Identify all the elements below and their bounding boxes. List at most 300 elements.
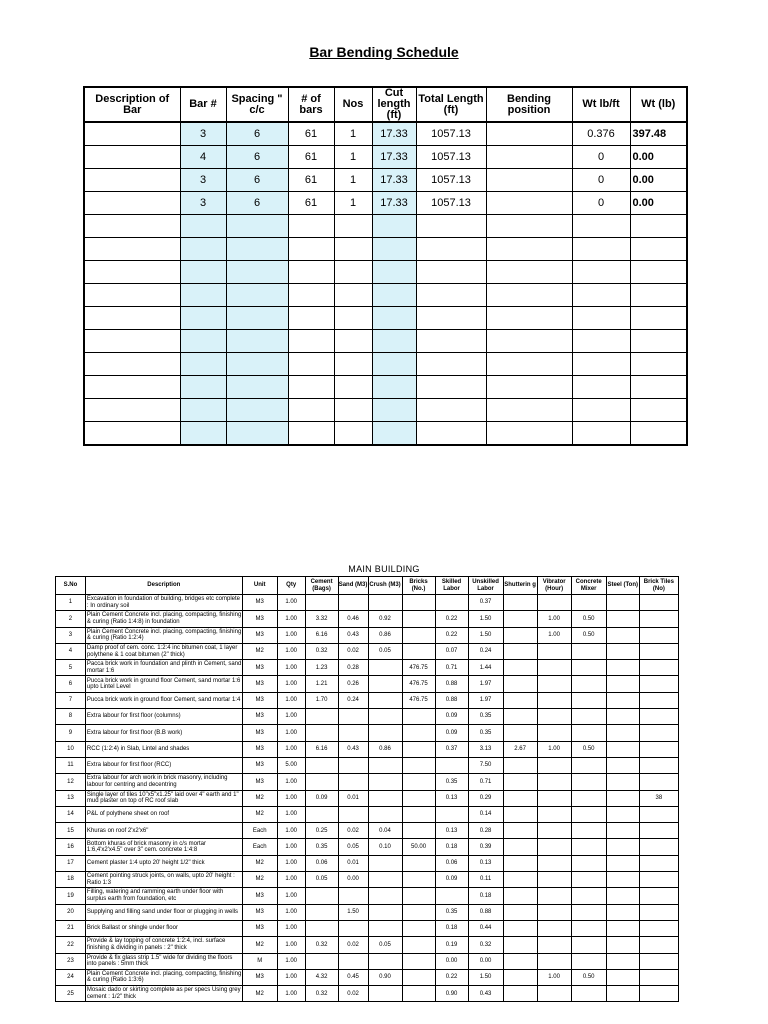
bbs-row xyxy=(84,284,687,307)
bbs-cell xyxy=(486,122,572,146)
bbs-cell xyxy=(334,307,372,330)
main-cell: 1.00 xyxy=(277,888,305,904)
main-cell: 7.50 xyxy=(468,757,503,773)
main-cell: 0.05 xyxy=(305,872,338,888)
main-cell xyxy=(606,839,639,855)
main-cell: 1.50 xyxy=(338,904,368,920)
bbs-cell xyxy=(486,215,572,238)
main-cell xyxy=(368,806,402,822)
main-cell: 1.00 xyxy=(277,660,305,676)
main-cell xyxy=(537,823,571,839)
main-row xyxy=(56,937,679,953)
main-cell: M3 xyxy=(242,969,277,985)
bbs-cell xyxy=(334,215,372,238)
main-cell xyxy=(571,757,606,773)
main-cell xyxy=(503,676,537,692)
main-cell xyxy=(338,806,368,822)
bbs-cell xyxy=(288,238,334,261)
main-cell xyxy=(503,709,537,725)
main-cell: 0.90 xyxy=(435,986,468,1002)
main-cell: 0.35 xyxy=(305,839,338,855)
bbs-cell: 61 xyxy=(288,146,334,169)
main-cell: 0.35 xyxy=(468,725,503,741)
main-cell: 4.32 xyxy=(305,969,338,985)
main-cell: 22 xyxy=(56,937,86,953)
main-cell: 0.07 xyxy=(435,643,468,659)
bbs-row xyxy=(84,376,687,399)
main-cell xyxy=(402,790,435,806)
main-header-cell: S.No xyxy=(56,577,86,595)
bbs-cell xyxy=(288,353,334,376)
main-cell xyxy=(435,595,468,611)
bbs-cell xyxy=(288,399,334,422)
bbs-cell xyxy=(486,307,572,330)
main-description-cell: RCC (1:2:4) in Slab, Lintel and shades xyxy=(85,741,242,757)
main-cell: 0.45 xyxy=(338,969,368,985)
main-cell: 0.71 xyxy=(468,774,503,790)
main-cell: 1.00 xyxy=(277,676,305,692)
bbs-cell xyxy=(288,330,334,353)
bbs-cell: 1 xyxy=(334,192,372,215)
main-cell: 0.05 xyxy=(368,937,402,953)
main-description-cell: Pacca brick work in foundation and plinth in Cement, sand mortar 1:6 xyxy=(85,660,242,676)
main-cell: 0.44 xyxy=(468,920,503,936)
main-cell: 10 xyxy=(56,741,86,757)
main-cell: 0.90 xyxy=(368,969,402,985)
bbs-cell xyxy=(630,353,687,376)
bbs-cell xyxy=(416,422,486,446)
main-cell: 16 xyxy=(56,839,86,855)
bbs-cell xyxy=(372,330,416,353)
main-cell xyxy=(537,953,571,969)
main-cell: 14 xyxy=(56,806,86,822)
main-cell: M3 xyxy=(242,725,277,741)
main-cell xyxy=(338,920,368,936)
main-cell xyxy=(571,937,606,953)
main-cell: 0.05 xyxy=(338,839,368,855)
bbs-cell: 3 xyxy=(180,169,226,192)
bbs-cell xyxy=(334,399,372,422)
main-cell: M2 xyxy=(242,986,277,1002)
bbs-cell xyxy=(288,261,334,284)
main-cell: 1.00 xyxy=(277,774,305,790)
main-cell: 1.00 xyxy=(277,790,305,806)
main-cell: 1.00 xyxy=(277,855,305,871)
bbs-title: Bar Bending Schedule xyxy=(309,44,459,60)
main-cell: 0.28 xyxy=(338,660,368,676)
main-description-cell: Provide & fix glass strip 1.5" wide for dividing the floors into panels : 5mm thick xyxy=(85,953,242,969)
main-cell: 476.75 xyxy=(402,692,435,708)
main-cell: 19 xyxy=(56,888,86,904)
main-cell xyxy=(571,676,606,692)
main-cell xyxy=(571,823,606,839)
bbs-cell xyxy=(630,284,687,307)
bbs-cell: 17.33 xyxy=(372,192,416,215)
main-cell xyxy=(639,774,678,790)
bbs-cell: 1 xyxy=(334,169,372,192)
main-description-cell: Plain Cement Concrete incl. placing, compacting, finishing & curing (Ratio 1:3:6) xyxy=(85,969,242,985)
main-cell: 1.00 xyxy=(277,953,305,969)
bbs-row xyxy=(84,169,687,192)
main-cell: 0.50 xyxy=(571,969,606,985)
main-row xyxy=(56,595,679,611)
main-cell xyxy=(639,643,678,659)
main-cell xyxy=(338,595,368,611)
main-row xyxy=(56,986,679,1002)
main-cell: 3 xyxy=(56,627,86,643)
main-cell xyxy=(402,986,435,1002)
main-cell: M3 xyxy=(242,741,277,757)
main-cell xyxy=(606,692,639,708)
bbs-cell xyxy=(334,261,372,284)
main-cell xyxy=(402,823,435,839)
bbs-cell xyxy=(572,284,630,307)
bbs-cell: 4 xyxy=(180,146,226,169)
main-cell xyxy=(571,790,606,806)
bbs-cell: 0 xyxy=(572,192,630,215)
main-cell: 0.02 xyxy=(338,643,368,659)
main-description-cell: Damp proof of cem. conc. 1:2:4 inc bitumen coat, 1 layer polythene & 1 coat bitumen (2" thick) xyxy=(85,643,242,659)
main-row xyxy=(56,692,679,708)
main-cell xyxy=(606,986,639,1002)
bbs-cell xyxy=(334,238,372,261)
main-cell: 1.23 xyxy=(305,660,338,676)
main-row xyxy=(56,904,679,920)
main-header-cell: Brick Tiles (No) xyxy=(639,577,678,595)
main-header-cell: Vibrator (Hour) xyxy=(537,577,571,595)
main-cell: 1.00 xyxy=(277,611,305,627)
main-cell: 1.00 xyxy=(277,986,305,1002)
bbs-cell: 0.00 xyxy=(630,192,687,215)
bbs-cell: 1057.13 xyxy=(416,122,486,146)
main-cell xyxy=(402,627,435,643)
main-cell xyxy=(571,904,606,920)
bbs-cell: 3 xyxy=(180,192,226,215)
bbs-row xyxy=(84,192,687,215)
main-cell xyxy=(639,595,678,611)
bbs-cell: 397.48 xyxy=(630,122,687,146)
bbs-cell xyxy=(572,330,630,353)
main-cell xyxy=(571,595,606,611)
bbs-cell xyxy=(334,284,372,307)
main-cell: 0.43 xyxy=(338,627,368,643)
bbs-cell xyxy=(84,261,180,284)
main-cell: 15 xyxy=(56,823,86,839)
main-cell xyxy=(571,725,606,741)
main-cell xyxy=(305,595,338,611)
main-cell: 1.00 xyxy=(277,741,305,757)
main-cell: 1.44 xyxy=(468,660,503,676)
main-cell xyxy=(368,855,402,871)
main-cell: 0.88 xyxy=(468,904,503,920)
main-cell: M3 xyxy=(242,595,277,611)
main-cell: M3 xyxy=(242,709,277,725)
main-header-cell: Crush (M3) xyxy=(368,577,402,595)
bbs-cell xyxy=(84,146,180,169)
bbs-cell xyxy=(372,399,416,422)
main-cell: 0.32 xyxy=(305,986,338,1002)
main-cell: 12 xyxy=(56,774,86,790)
main-cell: 0.86 xyxy=(368,627,402,643)
main-description-cell: Extra labour for arch work in brick masonry, including labour for centring and decentring xyxy=(85,774,242,790)
main-cell xyxy=(402,774,435,790)
main-cell: Each xyxy=(242,839,277,855)
bbs-cell xyxy=(226,399,288,422)
main-cell: 0.88 xyxy=(435,676,468,692)
bbs-cell xyxy=(334,422,372,446)
main-cell xyxy=(606,757,639,773)
main-row xyxy=(56,643,679,659)
bbs-cell xyxy=(372,353,416,376)
main-cell: 0.18 xyxy=(435,839,468,855)
main-cell xyxy=(606,611,639,627)
bbs-cell: 1057.13 xyxy=(416,169,486,192)
main-cell: 1.00 xyxy=(277,627,305,643)
main-cell: M2 xyxy=(242,872,277,888)
bbs-cell xyxy=(572,307,630,330)
bbs-cell xyxy=(372,376,416,399)
main-cell: 0.26 xyxy=(338,676,368,692)
main-header-cell: Cement (Bags) xyxy=(305,577,338,595)
bbs-cell xyxy=(372,284,416,307)
bbs-cell xyxy=(288,422,334,446)
main-header-cell: Unskilled Labor xyxy=(468,577,503,595)
main-row xyxy=(56,611,679,627)
main-cell xyxy=(606,790,639,806)
main-cell xyxy=(503,627,537,643)
bbs-cell xyxy=(84,215,180,238)
bbs-cell xyxy=(288,307,334,330)
main-row xyxy=(56,790,679,806)
main-cell xyxy=(435,806,468,822)
bbs-cell: 6 xyxy=(226,192,288,215)
main-row xyxy=(56,888,679,904)
bbs-row xyxy=(84,422,687,446)
bbs-cell xyxy=(334,330,372,353)
bbs-cell: 0 xyxy=(572,146,630,169)
bbs-cell xyxy=(630,330,687,353)
main-cell: 0.06 xyxy=(305,855,338,871)
bbs-cell xyxy=(416,399,486,422)
bbs-header-cell: Bar # xyxy=(180,87,226,122)
main-cell: 0.19 xyxy=(435,937,468,953)
bbs-cell: 6 xyxy=(226,146,288,169)
main-cell: M3 xyxy=(242,611,277,627)
main-cell xyxy=(503,790,537,806)
main-row xyxy=(56,953,679,969)
main-cell xyxy=(338,709,368,725)
bbs-header-cell: Description of Bar xyxy=(84,87,180,122)
main-cell: 0.43 xyxy=(338,741,368,757)
main-cell xyxy=(368,725,402,741)
main-cell xyxy=(639,888,678,904)
bbs-cell xyxy=(572,422,630,446)
main-header-cell: Bricks (No.) xyxy=(402,577,435,595)
main-cell: 0.25 xyxy=(305,823,338,839)
main-cell: 24 xyxy=(56,969,86,985)
main-row xyxy=(56,709,679,725)
main-cell: 1.00 xyxy=(277,823,305,839)
bbs-header-cell: # of bars xyxy=(288,87,334,122)
main-cell: 0.29 xyxy=(468,790,503,806)
bbs-header-cell: Cut length (ft) xyxy=(372,87,416,122)
main-cell: 1.00 xyxy=(537,627,571,643)
main-row xyxy=(56,757,679,773)
main-header-cell: Concrete Mixer xyxy=(571,577,606,595)
main-cell xyxy=(571,660,606,676)
bbs-cell xyxy=(226,238,288,261)
bbs-cell xyxy=(372,215,416,238)
bbs-cell xyxy=(84,122,180,146)
main-cell xyxy=(435,757,468,773)
main-cell: 0.13 xyxy=(435,823,468,839)
main-description-cell: P&L of polythene sheet on roof xyxy=(85,806,242,822)
main-description-cell: Bottom khuras of brick masonry in c/s mortar 1:6,4'x2'x4.5" over 3" cem. concrete 1:4:8 xyxy=(85,839,242,855)
main-cell: 0.04 xyxy=(368,823,402,839)
main-description-cell: Mosaic dado or skirting complete as per specs Using grey cement : 1/2" thick xyxy=(85,986,242,1002)
main-cell: 0.86 xyxy=(368,741,402,757)
main-cell: 1.50 xyxy=(468,627,503,643)
main-cell xyxy=(571,953,606,969)
main-cell xyxy=(537,872,571,888)
main-cell: 0.32 xyxy=(305,643,338,659)
bbs-cell xyxy=(416,376,486,399)
main-cell: 23 xyxy=(56,953,86,969)
main-cell xyxy=(639,611,678,627)
main-cell: 1.50 xyxy=(468,969,503,985)
main-cell: 38 xyxy=(639,790,678,806)
main-cell: 0.02 xyxy=(338,823,368,839)
main-cell xyxy=(338,774,368,790)
bbs-cell xyxy=(84,330,180,353)
main-cell: 0.32 xyxy=(305,937,338,953)
main-description-cell: Pucca brick work in ground floor Cement, sand mortar 1:4 xyxy=(85,692,242,708)
main-cell: 0.71 xyxy=(435,660,468,676)
bbs-cell xyxy=(180,261,226,284)
main-cell: M2 xyxy=(242,806,277,822)
bbs-cell xyxy=(630,422,687,446)
main-cell xyxy=(639,986,678,1002)
main-cell xyxy=(305,774,338,790)
main-cell xyxy=(305,953,338,969)
bbs-cell: 17.33 xyxy=(372,122,416,146)
bbs-cell xyxy=(486,376,572,399)
bbs-cell xyxy=(84,353,180,376)
main-cell xyxy=(606,969,639,985)
main-cell xyxy=(639,839,678,855)
main-description-cell: Brick Ballast or shingle under floor xyxy=(85,920,242,936)
main-row xyxy=(56,920,679,936)
main-cell: 0.43 xyxy=(468,986,503,1002)
main-cell: 0.01 xyxy=(338,790,368,806)
bbs-cell xyxy=(180,399,226,422)
main-cell xyxy=(606,904,639,920)
main-cell xyxy=(503,757,537,773)
main-cell: 0.22 xyxy=(435,969,468,985)
main-description-cell: Provide & lay topping of concrete 1:2:4, incl. surface finishing & dividing in panels : 2" thick xyxy=(85,937,242,953)
main-cell xyxy=(368,986,402,1002)
main-cell: 0.37 xyxy=(468,595,503,611)
main-cell: M2 xyxy=(242,643,277,659)
main-cell xyxy=(571,774,606,790)
main-cell: M2 xyxy=(242,937,277,953)
bbs-cell xyxy=(572,215,630,238)
main-cell: 1.00 xyxy=(277,643,305,659)
bbs-cell xyxy=(416,307,486,330)
main-cell: 0.18 xyxy=(468,888,503,904)
main-cell xyxy=(368,953,402,969)
bbs-cell: 0.00 xyxy=(630,146,687,169)
bbs-cell xyxy=(84,376,180,399)
main-cell xyxy=(537,757,571,773)
main-cell xyxy=(537,904,571,920)
main-cell xyxy=(571,855,606,871)
main-cell xyxy=(639,920,678,936)
main-cell: 0.00 xyxy=(468,953,503,969)
main-cell: 0.00 xyxy=(435,953,468,969)
main-header-cell: Sand (M3) xyxy=(338,577,368,595)
main-cell xyxy=(368,660,402,676)
main-cell xyxy=(305,806,338,822)
main-cell: Each xyxy=(242,823,277,839)
main-cell: 1.50 xyxy=(468,611,503,627)
main-cell xyxy=(606,627,639,643)
main-cell: 0.05 xyxy=(368,643,402,659)
main-cell xyxy=(639,872,678,888)
bbs-header-cell: Bending position xyxy=(486,87,572,122)
bbs-row xyxy=(84,146,687,169)
bbs-cell xyxy=(416,330,486,353)
main-cell: 50.00 xyxy=(402,839,435,855)
main-row xyxy=(56,855,679,871)
main-cell xyxy=(606,823,639,839)
main-cell xyxy=(402,757,435,773)
main-cell xyxy=(537,709,571,725)
main-cell xyxy=(639,823,678,839)
main-cell: 1.00 xyxy=(277,969,305,985)
bbs-cell xyxy=(180,376,226,399)
bbs-cell xyxy=(180,330,226,353)
bbs-row xyxy=(84,353,687,376)
main-cell xyxy=(368,774,402,790)
main-description-cell: Extra labour for first floor (columns) xyxy=(85,709,242,725)
main-cell xyxy=(503,823,537,839)
bbs-cell: 17.33 xyxy=(372,146,416,169)
bbs-cell xyxy=(226,261,288,284)
bbs-cell xyxy=(180,353,226,376)
main-cell: 0.22 xyxy=(435,611,468,627)
main-cell: 0.37 xyxy=(435,741,468,757)
bbs-cell xyxy=(180,307,226,330)
main-row xyxy=(56,725,679,741)
main-cell: 0.35 xyxy=(468,709,503,725)
bbs-row xyxy=(84,215,687,238)
main-cell xyxy=(503,937,537,953)
main-cell: 1.97 xyxy=(468,692,503,708)
main-header-cell: Skilled Labor xyxy=(435,577,468,595)
main-description-cell: Extra labour for first floor (RCC) xyxy=(85,757,242,773)
bbs-cell xyxy=(630,399,687,422)
main-cell: 3.32 xyxy=(305,611,338,627)
main-cell xyxy=(503,920,537,936)
main-cell xyxy=(402,643,435,659)
main-cell: 0.50 xyxy=(571,611,606,627)
main-description-cell: Plain Cement Concrete incl. placing, compacting, finishing & curing (Ratio 1:2:4) xyxy=(85,627,242,643)
main-cell xyxy=(402,741,435,757)
bbs-cell xyxy=(486,238,572,261)
main-cell: M3 xyxy=(242,920,277,936)
bbs-cell xyxy=(334,353,372,376)
